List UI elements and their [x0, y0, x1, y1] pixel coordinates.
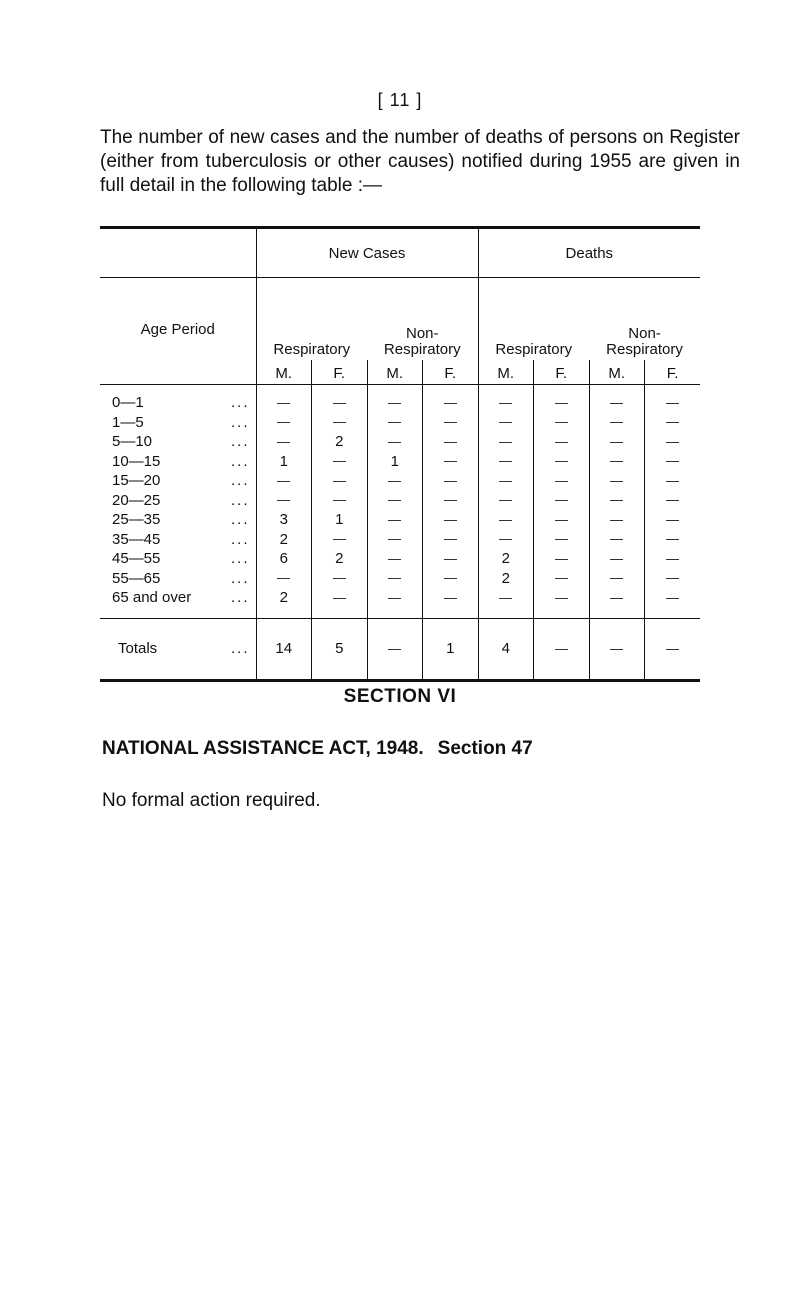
- nil-dash: [610, 422, 623, 423]
- nil-dash: [610, 539, 623, 540]
- intro-paragraph: The number of new cases and the number of deaths of persons on Register (either from tuberculosis or other causes) notified during 1955 are given in full detail in the following table :—: [100, 127, 740, 196]
- value-cell: [423, 471, 479, 491]
- act-heading-line: [102, 738, 533, 760]
- nil-dash: [333, 403, 346, 404]
- nil-dash: [388, 520, 401, 521]
- nil-dash: [555, 578, 568, 579]
- leader-dots: ...: [230, 640, 250, 657]
- value-cell: [534, 510, 590, 530]
- value-cell: [534, 432, 590, 452]
- value-cell: [423, 385, 479, 413]
- leader-dots: ...: [230, 452, 250, 470]
- nil-dash: [555, 520, 568, 521]
- value-cell: [645, 471, 701, 491]
- total-cell: [534, 618, 590, 680]
- act-section: Section 47: [437, 738, 533, 759]
- nil-dash: [277, 578, 290, 579]
- value-cell: [589, 569, 645, 589]
- table-body: [100, 385, 700, 619]
- leader-dots: ...: [230, 530, 250, 548]
- value-cell: [312, 452, 368, 472]
- age-period-cell: [100, 471, 256, 491]
- value-cell: [312, 530, 368, 550]
- leader-dots: ...: [230, 413, 250, 431]
- nil-dash: [499, 403, 512, 404]
- value-cell: [478, 452, 534, 472]
- age-period-label: 35—45: [112, 530, 161, 548]
- nil-dash: [277, 442, 290, 443]
- value-cell: [423, 530, 479, 550]
- age-period-cell: [100, 569, 256, 589]
- nil-dash: [333, 422, 346, 423]
- value-cell: [589, 432, 645, 452]
- value-cell: [534, 452, 590, 472]
- value-cell: 1: [367, 452, 423, 472]
- value-cell: [312, 569, 368, 589]
- nil-dash: [333, 481, 346, 482]
- nil-dash: [444, 461, 457, 462]
- nil-dash: [555, 481, 568, 482]
- table-row: [100, 471, 700, 491]
- value-cell: [589, 491, 645, 511]
- table-row: [100, 452, 700, 472]
- age-period-label: 45—55: [112, 550, 161, 568]
- nil-dash: [499, 539, 512, 540]
- nil-dash: [666, 422, 679, 423]
- value-cell: [367, 491, 423, 511]
- nil-dash: [499, 422, 512, 423]
- total-cell: [645, 618, 701, 680]
- value-cell: 2: [478, 569, 534, 589]
- value-cell: [367, 569, 423, 589]
- value-cell: 2: [478, 549, 534, 569]
- value-cell: [256, 471, 312, 491]
- section-heading: SECTION VI: [343, 686, 457, 707]
- value-cell: [534, 413, 590, 433]
- nil-dash: [444, 598, 457, 599]
- value-cell: [423, 588, 479, 618]
- value-cell: [645, 491, 701, 511]
- value-cell: 2: [312, 549, 368, 569]
- table-row: [100, 432, 700, 452]
- nil-dash: [444, 559, 457, 560]
- nil-dash: [666, 539, 679, 540]
- corner-cell: [100, 228, 256, 278]
- total-cell: 5: [312, 618, 368, 680]
- value-cell: [423, 432, 479, 452]
- sex-f-header: F.: [312, 360, 368, 385]
- value-cell: 2: [256, 588, 312, 618]
- sex-f-header: F.: [423, 360, 479, 385]
- non-respiratory-label: Respiratory: [383, 341, 461, 358]
- nil-dash: [666, 598, 679, 599]
- non-prefix: Non-: [628, 325, 661, 342]
- value-cell: [478, 530, 534, 550]
- value-cell: [645, 569, 701, 589]
- nil-dash: [388, 500, 401, 501]
- nil-dash: [444, 500, 457, 501]
- value-cell: [367, 549, 423, 569]
- total-cell: 14: [256, 618, 312, 680]
- table-row: [100, 413, 700, 433]
- nil-dash: [499, 500, 512, 501]
- act-heading: NATIONAL ASSISTANCE ACT, 1948.: [102, 738, 424, 759]
- nil-dash: [277, 403, 290, 404]
- age-period-label: 15—20: [112, 472, 161, 490]
- value-cell: [478, 432, 534, 452]
- table-row: [100, 549, 700, 569]
- nil-dash: [610, 461, 623, 462]
- value-cell: 1: [256, 452, 312, 472]
- nil-dash: [499, 442, 512, 443]
- value-cell: [312, 491, 368, 511]
- age-period-cell: [100, 385, 256, 413]
- table-row: [100, 530, 700, 550]
- nil-dash: [555, 539, 568, 540]
- nil-dash: [555, 649, 568, 650]
- nil-dash: [444, 578, 457, 579]
- nil-dash: [555, 422, 568, 423]
- nil-dash: [666, 481, 679, 482]
- sex-f-header: F.: [534, 360, 590, 385]
- age-period-cell: [100, 510, 256, 530]
- nil-dash: [610, 559, 623, 560]
- value-cell: 6: [256, 549, 312, 569]
- nil-dash: [388, 559, 401, 560]
- nil-dash: [555, 559, 568, 560]
- nil-dash: [666, 578, 679, 579]
- nil-dash: [388, 598, 401, 599]
- nil-dash: [610, 500, 623, 501]
- nil-dash: [388, 422, 401, 423]
- value-cell: [423, 510, 479, 530]
- totals-row: [100, 618, 700, 680]
- nil-dash: [444, 481, 457, 482]
- value-cell: [534, 471, 590, 491]
- value-cell: [589, 452, 645, 472]
- value-cell: [645, 588, 701, 618]
- value-cell: [312, 588, 368, 618]
- nil-dash: [444, 403, 457, 404]
- total-cell: [367, 618, 423, 680]
- nil-dash: [499, 481, 512, 482]
- new-non-respiratory-header: [367, 278, 478, 361]
- value-cell: [423, 569, 479, 589]
- age-period-cell: [100, 588, 256, 618]
- nil-dash: [666, 559, 679, 560]
- non-respiratory-label: Respiratory: [606, 341, 683, 358]
- totals-label: Totals: [118, 640, 158, 657]
- age-period-cell: [100, 432, 256, 452]
- table-row: [100, 510, 700, 530]
- leader-dots: ...: [230, 569, 250, 587]
- nil-dash: [666, 520, 679, 521]
- leader-dots: ...: [230, 491, 250, 509]
- age-period-cell: [100, 491, 256, 511]
- value-cell: 3: [256, 510, 312, 530]
- nil-dash: [666, 500, 679, 501]
- new-respiratory-header: Respiratory: [256, 278, 367, 361]
- age-period-label: 65 and over: [112, 589, 192, 607]
- nil-dash: [610, 578, 623, 579]
- nil-dash: [666, 442, 679, 443]
- nil-dash: [555, 461, 568, 462]
- deaths-respiratory-header: Respiratory: [478, 278, 589, 361]
- value-cell: [367, 385, 423, 413]
- nil-dash: [610, 598, 623, 599]
- nil-dash: [610, 403, 623, 404]
- value-cell: [645, 432, 701, 452]
- nil-dash: [666, 649, 679, 650]
- value-cell: [534, 385, 590, 413]
- age-period-label: 10—15: [112, 452, 161, 470]
- sex-m-header: M.: [589, 360, 645, 385]
- total-cell: 4: [478, 618, 534, 680]
- leader-dots: ...: [230, 511, 250, 529]
- leader-dots: ...: [230, 394, 250, 412]
- totals-label-cell: [100, 618, 256, 680]
- value-cell: [478, 385, 534, 413]
- nil-dash: [444, 442, 457, 443]
- table-row: [100, 491, 700, 511]
- age-period-cell: [100, 530, 256, 550]
- value-cell: [589, 530, 645, 550]
- deaths-non-respiratory-header: [589, 278, 700, 361]
- nil-dash: [444, 539, 457, 540]
- value-cell: [589, 471, 645, 491]
- value-cell: [367, 471, 423, 491]
- value-cell: [423, 491, 479, 511]
- value-cell: [423, 452, 479, 472]
- value-cell: [367, 432, 423, 452]
- nil-dash: [666, 403, 679, 404]
- leader-dots: ...: [230, 589, 250, 607]
- value-cell: [312, 385, 368, 413]
- value-cell: [256, 491, 312, 511]
- age-period-label: 55—65: [112, 569, 161, 587]
- value-cell: [312, 471, 368, 491]
- value-cell: [367, 510, 423, 530]
- age-period-label: 20—25: [112, 491, 161, 509]
- value-cell: [478, 510, 534, 530]
- nil-dash: [388, 403, 401, 404]
- nil-dash: [388, 539, 401, 540]
- value-cell: [645, 385, 701, 413]
- value-cell: [478, 413, 534, 433]
- age-period-header: Age Period: [100, 278, 256, 385]
- value-cell: [534, 530, 590, 550]
- nil-dash: [277, 500, 290, 501]
- value-cell: 2: [312, 432, 368, 452]
- age-period-label: 0—1: [112, 394, 144, 412]
- value-cell: [645, 413, 701, 433]
- nil-dash: [333, 578, 346, 579]
- nil-dash: [333, 461, 346, 462]
- nil-dash: [388, 481, 401, 482]
- nil-dash: [444, 422, 457, 423]
- nil-dash: [333, 539, 346, 540]
- nil-dash: [610, 442, 623, 443]
- nil-dash: [610, 481, 623, 482]
- deaths-header: Deaths: [478, 228, 700, 278]
- value-cell: 1: [312, 510, 368, 530]
- nil-dash: [444, 520, 457, 521]
- value-cell: [534, 588, 590, 618]
- value-cell: [367, 413, 423, 433]
- value-cell: [589, 413, 645, 433]
- nil-dash: [610, 649, 623, 650]
- page-number: [ 11 ]: [377, 90, 423, 110]
- nil-dash: [666, 461, 679, 462]
- value-cell: [589, 510, 645, 530]
- note-text: No formal action required.: [102, 790, 321, 811]
- nil-dash: [277, 481, 290, 482]
- table-row: [100, 385, 700, 413]
- nil-dash: [333, 500, 346, 501]
- sex-m-header: M.: [478, 360, 534, 385]
- nil-dash: [555, 403, 568, 404]
- value-cell: [256, 385, 312, 413]
- sex-f-header: F.: [645, 360, 701, 385]
- value-cell: [534, 549, 590, 569]
- age-period-cell: [100, 413, 256, 433]
- nil-dash: [388, 649, 401, 650]
- nil-dash: [499, 598, 512, 599]
- value-cell: [423, 413, 479, 433]
- value-cell: [534, 569, 590, 589]
- value-cell: [478, 471, 534, 491]
- value-cell: [256, 569, 312, 589]
- age-period-label: 25—35: [112, 511, 161, 529]
- leader-dots: ...: [230, 472, 250, 490]
- value-cell: [478, 491, 534, 511]
- non-prefix: Non-: [406, 325, 439, 342]
- nil-dash: [333, 598, 346, 599]
- table-row: [100, 569, 700, 589]
- value-cell: [645, 452, 701, 472]
- nil-dash: [555, 598, 568, 599]
- total-cell: 1: [423, 618, 479, 680]
- nil-dash: [610, 520, 623, 521]
- value-cell: [367, 588, 423, 618]
- age-period-label: 1—5: [112, 413, 144, 431]
- nil-dash: [555, 500, 568, 501]
- nil-dash: [388, 442, 401, 443]
- total-cell: [589, 618, 645, 680]
- value-cell: [589, 588, 645, 618]
- value-cell: [423, 549, 479, 569]
- value-cell: [256, 413, 312, 433]
- leader-dots: ...: [230, 433, 250, 451]
- value-cell: [534, 491, 590, 511]
- value-cell: [645, 510, 701, 530]
- value-cell: [312, 413, 368, 433]
- value-cell: [589, 549, 645, 569]
- age-period-cell: [100, 452, 256, 472]
- nil-dash: [388, 578, 401, 579]
- value-cell: 2: [256, 530, 312, 550]
- value-cell: [256, 432, 312, 452]
- age-period-cell: [100, 549, 256, 569]
- nil-dash: [277, 422, 290, 423]
- leader-dots: ...: [230, 550, 250, 568]
- nil-dash: [499, 461, 512, 462]
- sex-m-header: M.: [367, 360, 423, 385]
- nil-dash: [499, 520, 512, 521]
- nil-dash: [555, 442, 568, 443]
- age-period-label: 5—10: [112, 433, 153, 451]
- value-cell: [478, 588, 534, 618]
- new-cases-header: New Cases: [256, 228, 478, 278]
- table-row: [100, 588, 700, 618]
- value-cell: [645, 549, 701, 569]
- value-cell: [367, 530, 423, 550]
- value-cell: [589, 385, 645, 413]
- value-cell: [645, 530, 701, 550]
- cases-deaths-table: [100, 226, 700, 682]
- sex-m-header: M.: [256, 360, 312, 385]
